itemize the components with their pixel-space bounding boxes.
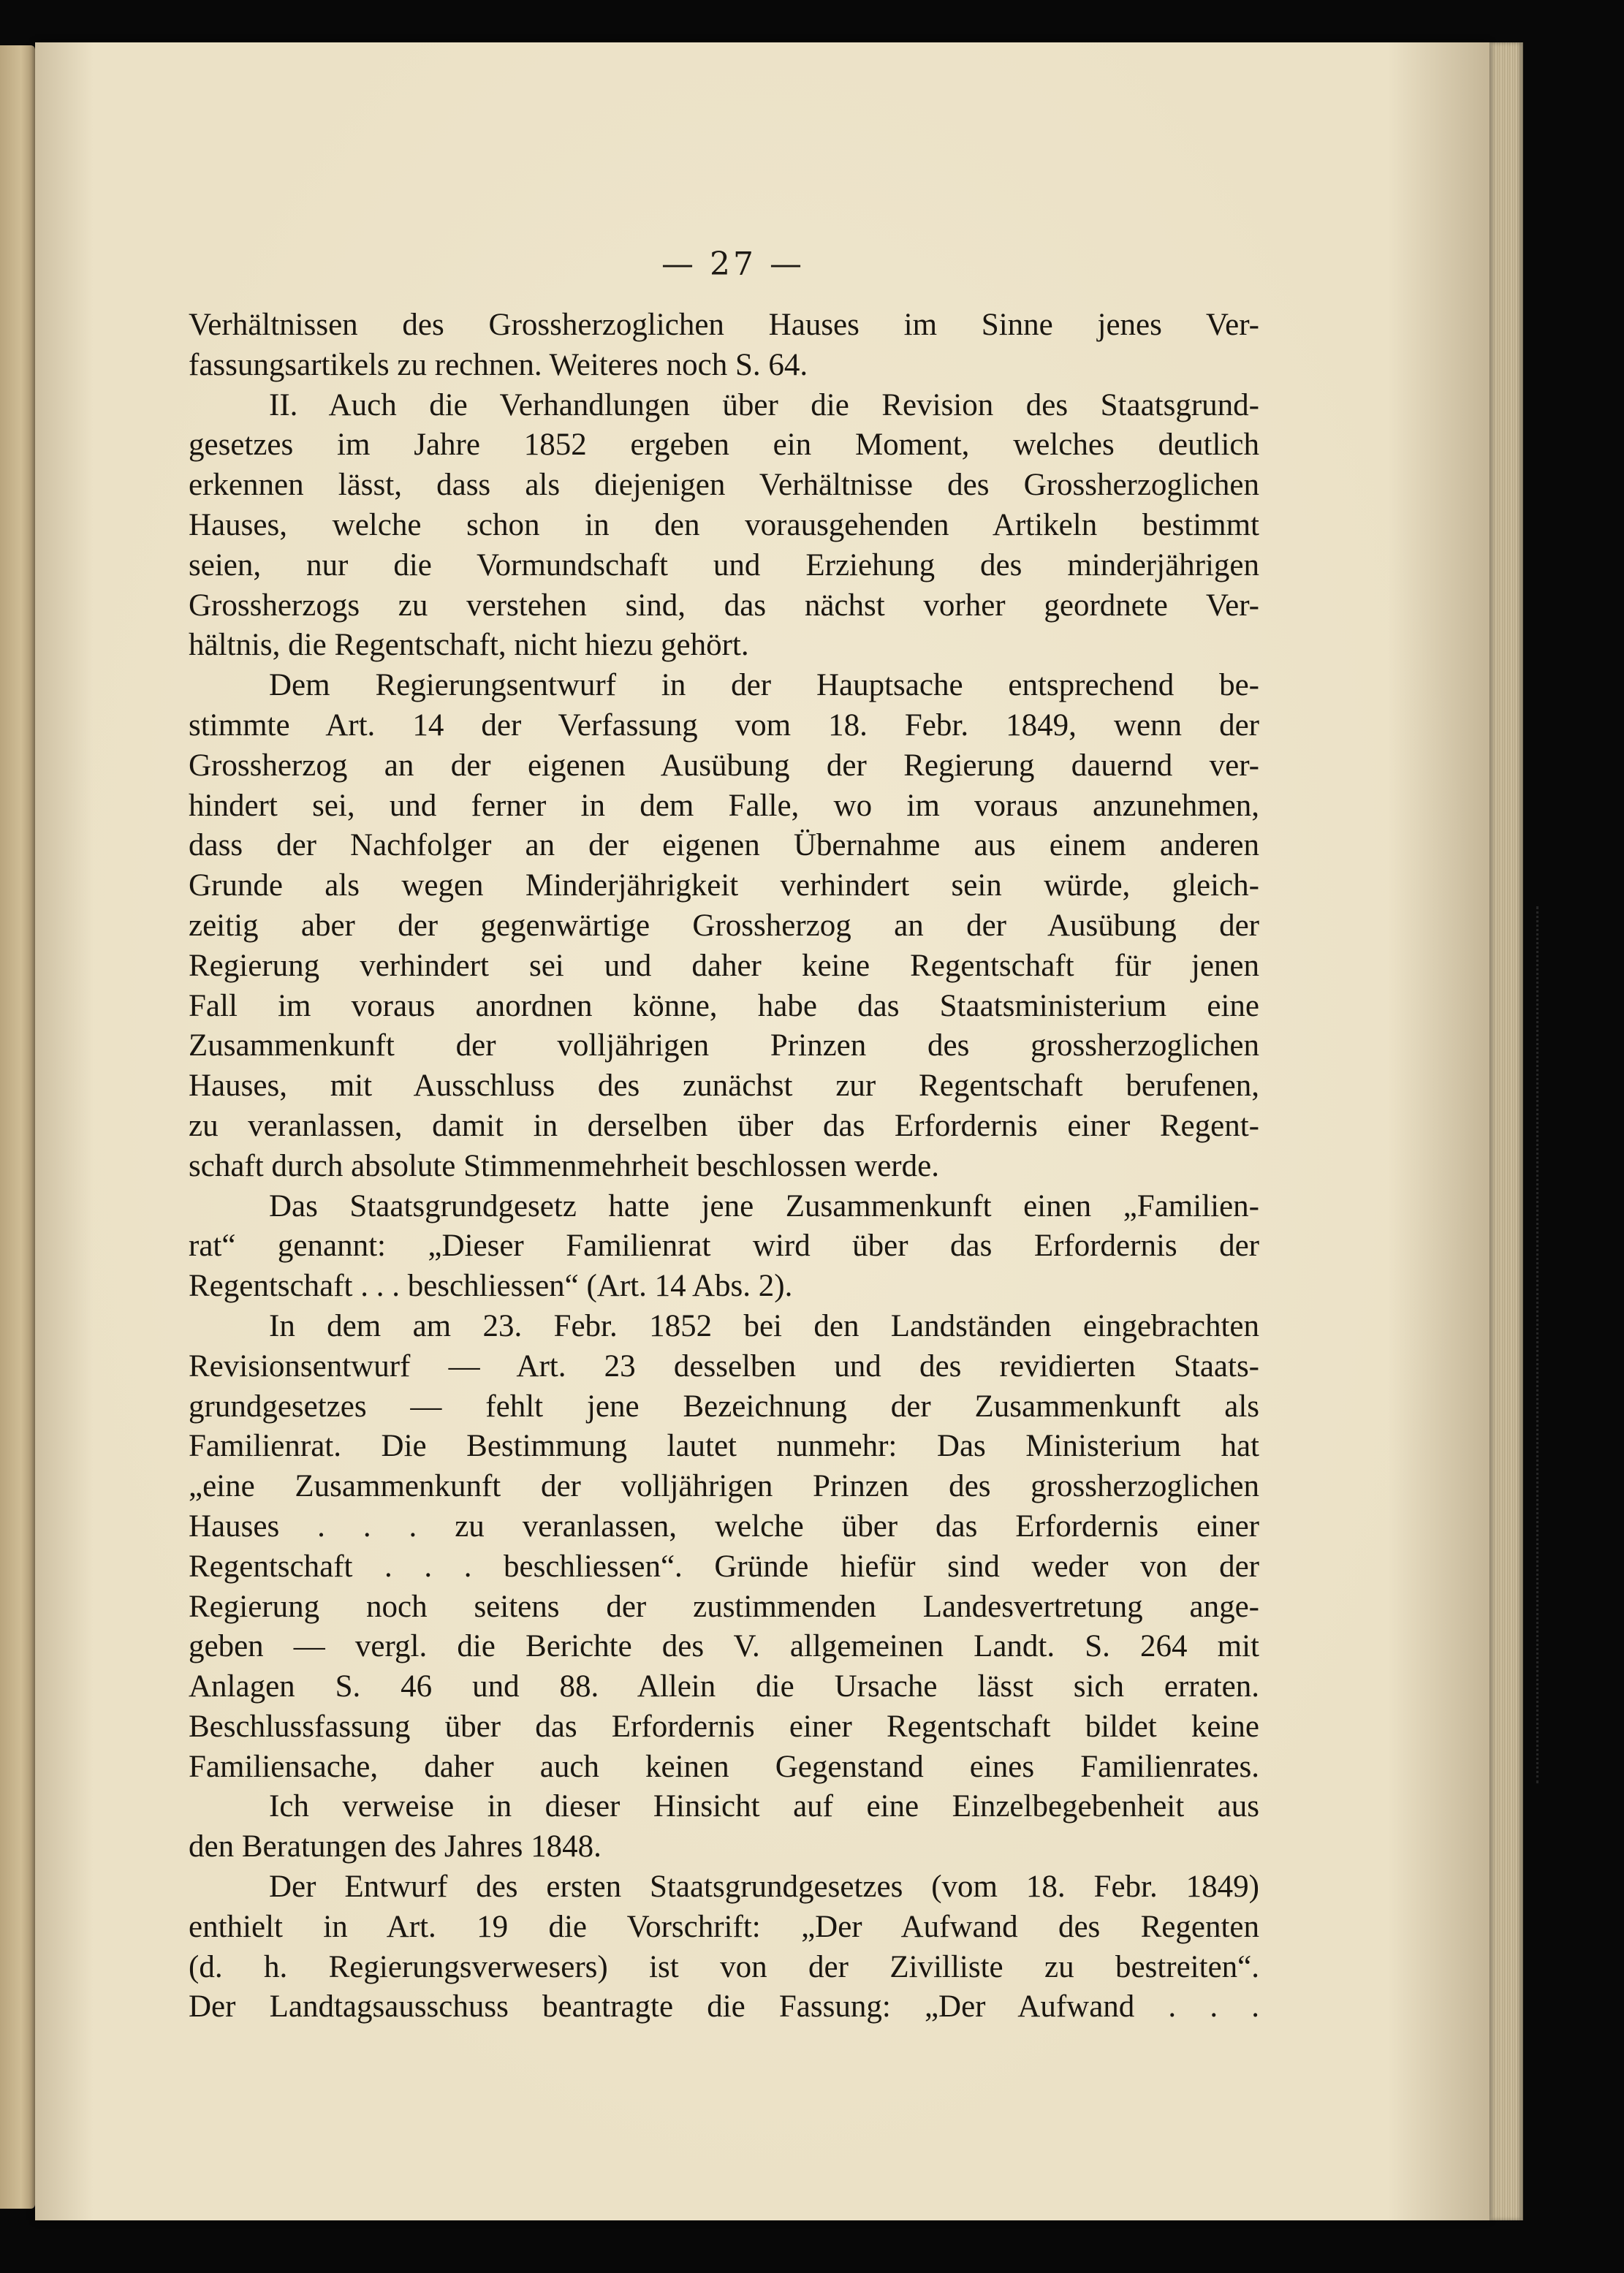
text-line: Zusammenkunft der volljährigen Prinzen des grossherzoglichen <box>189 1028 1259 1063</box>
body-text <box>189 306 1259 2027</box>
text-line: erkennen lässt, dass als diejenigen Verhältnisse des Grossherzoglichen <box>189 468 1259 503</box>
text-line: Regentschaft . . . beschliessen“. Gründe hiefür sind weder von der <box>189 1549 1259 1584</box>
edge-marks <box>1536 906 1546 1783</box>
text-line: zu veranlassen, damit in derselben über das Erfordernis einer Regent- <box>189 1108 1259 1143</box>
text-line: Familienrat. Die Bestimmung lautet nunmehr: Das Ministerium hat <box>189 1429 1259 1464</box>
text-line: schaft durch absolute Stimmenmehrheit beschlossen werde. <box>189 1148 939 1183</box>
text-line: den Beratungen des Jahres 1848. <box>189 1829 602 1864</box>
text-line: Das Staatsgrundgesetz hatte jene Zusammenkunft einen „Familien- <box>269 1188 1259 1223</box>
text-line: Der Entwurf des ersten Staatsgrundgesetzes (vom 18. Febr. 1849) <box>269 1870 1259 1905</box>
text-line: grundgesetzes — fehlt jene Bezeichnung der Zusammenkunft als <box>189 1389 1259 1424</box>
text-line: gesetzes im Jahre 1852 ergeben ein Moment, welches deutlich <box>189 428 1259 463</box>
text-line: In dem am 23. Febr. 1852 bei den Landständen eingebrachten <box>269 1308 1259 1343</box>
text-line: Anlagen S. 46 und 88. Allein die Ursache lässt sich erraten. <box>189 1669 1259 1704</box>
text-line: „eine Zusammenkunft der volljährigen Prinzen des grossherzoglichen <box>189 1469 1259 1504</box>
text-line: Regierung noch seitens der zustimmenden Landesvertretung ange- <box>189 1589 1259 1624</box>
text-line: Dem Regierungsentwurf in der Hauptsache entsprechend be- <box>269 668 1259 703</box>
text-line: Regierung verhindert sei und daher keine Regentschaft für jenen <box>189 948 1259 983</box>
text-line: stimmte Art. 14 der Verfassung vom 18. Febr. 1849, wenn der <box>189 707 1259 743</box>
text-line: Fall im voraus anordnen könne, habe das Staatsministerium eine <box>189 988 1259 1023</box>
text-line: Regentschaft . . . beschliessen“ (Art. 14 Abs. 2). <box>189 1269 793 1304</box>
text-line: zeitig aber der gegenwärtige Grossherzog an der Ausübung der <box>189 908 1259 943</box>
text-line: geben — vergl. die Berichte des V. allgemeinen Landt. S. 264 mit <box>189 1629 1259 1664</box>
text-line: Beschlussfassung über das Erfordernis einer Regentschaft bildet keine <box>189 1709 1259 1744</box>
text-line: Der Landtagsausschuss beantragte die Fassung: „Der Aufwand . . . <box>189 1989 1259 2025</box>
text-line: Hauses, welche schon in den vorausgehenden Artikeln bestimmt <box>189 507 1259 542</box>
text-line: Hauses . . . zu veranlassen, welche über das Erfordernis einer <box>189 1509 1259 1544</box>
text-line: Ich verweise in dieser Hinsicht auf eine Einzelbegebenheit aus <box>269 1789 1259 1824</box>
text-line: hindert sei, und ferner in dem Falle, wo im voraus anzunehmen, <box>189 788 1259 823</box>
text-line: hältnis, die Regentschaft, nicht hiezu gehört. <box>189 628 749 663</box>
text-line: seien, nur die Vormundschaft und Erziehung des minderjährigen <box>189 547 1259 583</box>
text-line: Grossherzogs zu verstehen sind, das nächst vorher geordnete Ver- <box>189 588 1259 623</box>
text-line: Verhältnissen des Grossherzoglichen Hauses im Sinne jenes Ver- <box>189 308 1259 342</box>
left-page-edge <box>0 45 35 2209</box>
text-line: dass der Nachfolger an der eigenen Übernahme aus einem anderen <box>189 828 1259 863</box>
text-line: Hauses, mit Ausschluss des zunächst zur Regentschaft berufenen, <box>189 1069 1259 1104</box>
text-line: Grossherzog an der eigenen Ausübung der Regierung dauernd ver- <box>189 748 1259 783</box>
text-line: Grunde als wegen Minderjährigkeit verhindert sein würde, gleich- <box>189 868 1259 903</box>
text-line: Revisionsentwurf — Art. 23 desselben und des revidierten Staats- <box>189 1348 1259 1384</box>
text-line: rat“ genannt: „Dieser Familienrat wird über das Erfordernis der <box>189 1229 1259 1264</box>
book-page <box>35 42 1490 2220</box>
text-line: enthielt in Art. 19 die Vorschrift: „Der Aufwand des Regenten <box>189 1909 1259 1944</box>
text-line: fassungsartikels zu rechnen. Weiteres noch S. 64. <box>189 347 808 382</box>
text-line: (d. h. Regierungsverwesers) ist von der Zivilliste zu bestreiten“. <box>189 1949 1259 1984</box>
text-line: Familiensache, daher auch keinen Gegenstand eines Familienrates. <box>189 1749 1259 1784</box>
text-line: II. Auch die Verhandlungen über die Revision des Staatsgrund- <box>269 387 1259 422</box>
page-number: — 27 — <box>661 246 805 283</box>
